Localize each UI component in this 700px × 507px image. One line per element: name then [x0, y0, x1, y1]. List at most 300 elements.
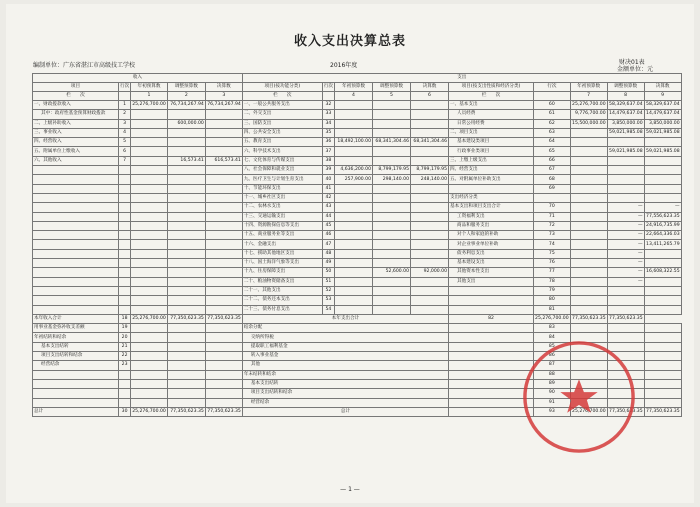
- line-number: 47: [322, 240, 334, 249]
- header-row-2: [33, 83, 682, 92]
- final-amount: [411, 193, 449, 202]
- empty-cell: [119, 305, 131, 314]
- income-item: 三、事业收入: [33, 128, 119, 137]
- empty-cell: [131, 249, 168, 258]
- empty-cell: [131, 175, 168, 184]
- final-amount: [411, 259, 449, 268]
- empty-cell: [205, 240, 242, 249]
- final-amount: 616,573.41: [205, 156, 242, 165]
- budget-amount: [570, 249, 607, 258]
- line-number: 46: [322, 231, 334, 240]
- adjusted-amount: [167, 333, 205, 342]
- adjusted-amount: [167, 147, 205, 156]
- line-number: 6: [119, 147, 131, 156]
- expense-function-item: 一、一般公共服务支出: [242, 101, 322, 110]
- adjusted-amount: [607, 156, 644, 165]
- empty-cell: [131, 203, 168, 212]
- budget-amount: [570, 231, 607, 240]
- empty-cell: [205, 221, 242, 230]
- expense-economic-item: 人员经费: [449, 110, 534, 119]
- empty-cell: [33, 203, 119, 212]
- final-amount: [205, 119, 242, 128]
- empty-cell: [205, 286, 242, 295]
- table-row: [33, 296, 682, 305]
- empty-cell: [205, 184, 242, 193]
- final-amount: [644, 184, 681, 193]
- table-row: [33, 324, 682, 333]
- line-number: 70: [534, 203, 571, 212]
- line-number: 54: [322, 305, 334, 314]
- final-amount: 92,000.00: [411, 268, 449, 277]
- empty-cell: [119, 249, 131, 258]
- empty-cell: [167, 212, 205, 221]
- adjusted-amount: [373, 147, 411, 156]
- empty-cell: [119, 184, 131, 193]
- line-number: 23: [119, 361, 131, 370]
- final-header: 决算数: [411, 83, 449, 92]
- empty-cell: [33, 268, 119, 277]
- col-number: 6: [411, 92, 449, 101]
- adjusted-amount: [373, 221, 411, 230]
- table-row: [33, 128, 682, 137]
- budget-header: 年初预算数: [335, 83, 373, 92]
- adjusted-header: 调整预算数: [607, 83, 644, 92]
- empty-cell: [205, 166, 242, 175]
- final-amount: [644, 324, 681, 333]
- expense-function-item: 十七、援助其他地区支出: [242, 249, 322, 258]
- col-label: 栏 次: [242, 92, 322, 101]
- expense-function-item: 十五、商业服务业等支出: [242, 231, 322, 240]
- final-amount: [644, 166, 681, 175]
- adjusted-amount: [607, 193, 644, 202]
- final-amount: 77,350,623.35: [205, 407, 242, 416]
- allocation-item: 提取职工福利基金: [242, 342, 448, 351]
- table-row: [33, 101, 682, 110]
- budget-amount: [131, 119, 168, 128]
- budget-amount: [335, 147, 373, 156]
- organization: 编制单位：广东省湛江市高级技工学校: [33, 62, 136, 69]
- expense-function-item: 十九、住房保障支出: [242, 268, 322, 277]
- adjusted-amount: [607, 296, 644, 305]
- col-number: 2: [167, 92, 205, 101]
- adjusted-amount: [607, 184, 644, 193]
- expense-function-item: 十一、城乡社区支出: [242, 193, 322, 202]
- budget-header: 年初预算数: [131, 83, 168, 92]
- budget-amount: 4,636,200.00: [335, 166, 373, 175]
- empty-cell: [167, 175, 205, 184]
- budget-amount: [570, 166, 607, 175]
- form-number: 财决01表: [619, 59, 645, 66]
- line-number: 62: [534, 119, 571, 128]
- adjusted-amount: [373, 156, 411, 165]
- budget-amount: 257,900.00: [335, 175, 373, 184]
- final-amount: [411, 305, 449, 314]
- line-number: 53: [322, 296, 334, 305]
- col-label: 栏 次: [33, 92, 119, 101]
- empty-cell: [131, 389, 168, 398]
- empty-cell: [205, 259, 242, 268]
- econ-item-header: 项目(按支出性质和经济分类): [449, 83, 534, 92]
- final-amount: [205, 147, 242, 156]
- empty-cell: [205, 203, 242, 212]
- final-amount: [411, 240, 449, 249]
- empty-cell: [119, 389, 131, 398]
- empty-cell: [33, 379, 119, 388]
- budget-amount: [131, 352, 168, 361]
- fiscal-year: 2016年度: [330, 62, 358, 69]
- budget-amount: [131, 147, 168, 156]
- line-number: 34: [322, 119, 334, 128]
- empty-cell: [119, 379, 131, 388]
- expense-economic-item: 基本建设支出: [449, 259, 534, 268]
- expense-economic-item: [449, 296, 534, 305]
- empty-cell: [119, 231, 131, 240]
- line-number: 87: [534, 361, 571, 370]
- expense-economic-item: 行政事业类项目: [449, 147, 534, 156]
- col-number: 7: [570, 92, 607, 101]
- expense-function-item: 九、医疗卫生与计划生育支出: [242, 175, 322, 184]
- empty-cell: [131, 286, 168, 295]
- empty-cell: [33, 305, 119, 314]
- line-number: 81: [534, 305, 571, 314]
- final-amount: [411, 221, 449, 230]
- empty-cell: [119, 175, 131, 184]
- budget-amount: [335, 286, 373, 295]
- income-header: 收入: [33, 74, 243, 83]
- line-number: 48: [322, 249, 334, 258]
- line-number: 71: [534, 212, 571, 221]
- budget-amount: [131, 342, 168, 351]
- line-number: 52: [322, 286, 334, 295]
- empty-cell: [205, 296, 242, 305]
- income-item: 六、其他收入: [33, 156, 119, 165]
- col-number: 4: [335, 92, 373, 101]
- empty-cell: [119, 193, 131, 202]
- line-number: 89: [534, 379, 571, 388]
- final-amount: 248,140.00: [411, 175, 449, 184]
- table-row: [33, 156, 682, 165]
- adjusted-amount: [373, 184, 411, 193]
- income-item: 二、上级补助收入: [33, 119, 119, 128]
- allocation-item: 结余分配: [242, 324, 448, 333]
- budget-amount: [131, 324, 168, 333]
- adjusted-amount: [373, 110, 411, 119]
- expense-economic-item: 其他资本性支出: [449, 268, 534, 277]
- adjusted-amount: [607, 286, 644, 295]
- empty-cell: [205, 193, 242, 202]
- spacer: [449, 324, 534, 333]
- line-number: 83: [534, 324, 571, 333]
- budget-amount: [131, 128, 168, 137]
- empty-cell: [167, 221, 205, 230]
- final-amount: [644, 193, 681, 202]
- table-row: [33, 203, 682, 212]
- table-row: [33, 193, 682, 202]
- expense-function-item: 十三、交通运输支出: [242, 212, 322, 221]
- adjusted-amount: [167, 128, 205, 137]
- final-amount: 14,479,637.04: [644, 110, 681, 119]
- final-amount: 76,734,267.94: [205, 101, 242, 110]
- empty-cell: [33, 212, 119, 221]
- adjusted-amount: [607, 324, 644, 333]
- final-amount: [644, 277, 681, 286]
- budget-amount: 9,776,700.00: [570, 110, 607, 119]
- budget-amount: [570, 305, 607, 314]
- adjusted-amount: [167, 138, 205, 147]
- line-number: 86: [534, 352, 571, 361]
- final-amount: [644, 352, 681, 361]
- line-number: 22: [119, 352, 131, 361]
- line-number: 66: [534, 156, 571, 165]
- expense-economic-item: 对企业事业单位补助: [449, 240, 534, 249]
- empty-cell: [131, 277, 168, 286]
- budget-amount: [131, 333, 168, 342]
- final-amount: 77,350,623.35: [205, 314, 242, 323]
- empty-cell: [119, 370, 131, 379]
- final-amount: [644, 249, 681, 258]
- adjusted-amount: —: [607, 221, 644, 230]
- adjusted-amount: 14,479,637.04: [607, 110, 644, 119]
- adjusted-amount: [373, 259, 411, 268]
- table-row: [33, 277, 682, 286]
- empty-cell: [131, 231, 168, 240]
- empty-cell: [167, 398, 205, 407]
- empty-cell: [167, 166, 205, 175]
- adjusted-amount: 3,850,000.00: [607, 119, 644, 128]
- expense-economic-item: 支出经济分类: [449, 193, 534, 202]
- empty-cell: [131, 184, 168, 193]
- balance-item: 年初结转和结余: [33, 333, 119, 342]
- empty-cell: [167, 370, 205, 379]
- budget-amount: [335, 240, 373, 249]
- final-amount: [205, 361, 242, 370]
- final-amount: —: [644, 203, 681, 212]
- final-amount: [644, 361, 681, 370]
- adjusted-amount: [373, 296, 411, 305]
- budget-amount: [570, 268, 607, 277]
- adjusted-amount: 77,350,623.35: [167, 314, 205, 323]
- adjusted-amount: [167, 110, 205, 119]
- empty-cell: [33, 175, 119, 184]
- budget-amount: [335, 212, 373, 221]
- final-amount: [411, 296, 449, 305]
- empty-cell: [33, 231, 119, 240]
- expense-economic-item: 二、项目支出: [449, 128, 534, 137]
- budget-amount: 25,276,700.00: [570, 407, 607, 416]
- expense-function-item: 十二、农林水支出: [242, 203, 322, 212]
- empty-cell: [167, 277, 205, 286]
- empty-cell: [167, 305, 205, 314]
- empty-cell: [33, 166, 119, 175]
- budget-amount: [570, 221, 607, 230]
- empty-cell: [205, 212, 242, 221]
- income-item: 四、经营收入: [33, 138, 119, 147]
- line-number: 78: [534, 277, 571, 286]
- empty-cell: [119, 212, 131, 221]
- expense-function-item: 十八、国土海洋气象等支出: [242, 259, 322, 268]
- adjusted-amount: 298,140.00: [373, 175, 411, 184]
- expense-function-item: 三、国防支出: [242, 119, 322, 128]
- empty-cell: [167, 268, 205, 277]
- budget-amount: [335, 119, 373, 128]
- line-number: 65: [534, 147, 571, 156]
- line-number: 72: [534, 221, 571, 230]
- line-number: 41: [322, 184, 334, 193]
- empty-cell: [205, 277, 242, 286]
- empty-cell: [205, 370, 242, 379]
- adjusted-amount: 16,573.41: [167, 156, 205, 165]
- adjusted-amount: [373, 231, 411, 240]
- line-number: 45: [322, 221, 334, 230]
- line-number: 39: [322, 166, 334, 175]
- empty-cell: [33, 296, 119, 305]
- line-number: 67: [534, 166, 571, 175]
- empty-cell: [167, 184, 205, 193]
- budget-amount: [335, 259, 373, 268]
- line-number: 49: [322, 259, 334, 268]
- expense-economic-item: 基本支出和项目支出合计: [449, 203, 534, 212]
- adjusted-amount: —: [607, 203, 644, 212]
- expense-economic-item: [449, 305, 534, 314]
- balance-item: 项目支出结转和结余: [33, 352, 119, 361]
- adjusted-amount: [607, 305, 644, 314]
- expense-function-item: 五、教育支出: [242, 138, 322, 147]
- empty-cell: [33, 398, 119, 407]
- line-number: 43: [322, 203, 334, 212]
- adjusted-amount: —: [607, 231, 644, 240]
- budget-amount: [335, 231, 373, 240]
- income-item: 其中：政府性基金预算财政拨款: [33, 110, 119, 119]
- final-amount: [411, 203, 449, 212]
- empty-cell: [119, 259, 131, 268]
- budget-amount: [570, 175, 607, 184]
- adjusted-amount: [373, 305, 411, 314]
- empty-cell: [131, 193, 168, 202]
- budget-amount: 18,492,100.00: [335, 138, 373, 147]
- line-number: 51: [322, 277, 334, 286]
- income-item: 五、附属单位上缴收入: [33, 147, 119, 156]
- final-amount: 77,350,623.35: [607, 314, 644, 323]
- expense-function-item: 六、科学技术支出: [242, 147, 322, 156]
- adjusted-amount: [373, 212, 411, 221]
- final-amount: [411, 277, 449, 286]
- adjusted-amount: [167, 342, 205, 351]
- budget-amount: [335, 221, 373, 230]
- expense-function-item: 二十一、其他支出: [242, 286, 322, 295]
- final-amount: [644, 342, 681, 351]
- adjusted-header: 调整预算数: [373, 83, 411, 92]
- expense-economic-item: 工资福利支出: [449, 212, 534, 221]
- budget-amount: [570, 286, 607, 295]
- income-item: 一、财政拨款收入: [33, 101, 119, 110]
- empty-cell: [167, 203, 205, 212]
- empty-cell: [131, 398, 168, 407]
- budget-amount: 25,276,700.00: [131, 101, 168, 110]
- adjusted-amount: [607, 166, 644, 175]
- line-number: 79: [534, 286, 571, 295]
- line-number: 7: [119, 156, 131, 165]
- final-amount: 58,329,637.04: [644, 101, 681, 110]
- final-amount: 8,799,179.95: [411, 166, 449, 175]
- budget-amount: 15,500,000.00: [570, 119, 607, 128]
- adjusted-amount: 59,021,985.08: [607, 147, 644, 156]
- col-number: 1: [131, 92, 168, 101]
- budget-amount: [131, 361, 168, 370]
- balance-item: 经营结余: [33, 361, 119, 370]
- budget-amount: 25,276,700.00: [570, 101, 607, 110]
- line-number: 4: [119, 128, 131, 137]
- empty-cell: [205, 379, 242, 388]
- final-amount: 68,341,304.46: [411, 138, 449, 147]
- expense-economic-item: [449, 184, 534, 193]
- line-number: 80: [534, 296, 571, 305]
- final-amount: [411, 286, 449, 295]
- adjusted-amount: 76,734,267.94: [167, 101, 205, 110]
- table-row: [33, 231, 682, 240]
- table-row: [33, 305, 682, 314]
- empty-cell: [131, 259, 168, 268]
- adjusted-amount: 52,600.00: [373, 268, 411, 277]
- final-amount: [205, 333, 242, 342]
- final-amount: [644, 156, 681, 165]
- adjusted-amount: [373, 101, 411, 110]
- expense-economic-item: 其他支出: [449, 277, 534, 286]
- expense-economic-item: 基本建设类项目: [449, 138, 534, 147]
- final-amount: 24,916,735.99: [644, 221, 681, 230]
- func-item-header: 项目(按功能分类): [242, 83, 322, 92]
- empty-cell: [33, 370, 119, 379]
- line-number: 33: [322, 110, 334, 119]
- empty-cell: [131, 268, 168, 277]
- expense-economic-item: 五、对附属单位补助支出: [449, 175, 534, 184]
- empty-cell: [119, 166, 131, 175]
- final-amount: [644, 259, 681, 268]
- table-row: [33, 212, 682, 221]
- header-row-3: [33, 92, 682, 101]
- empty-cell: [131, 221, 168, 230]
- table-row: [33, 147, 682, 156]
- budget-amount: [570, 203, 607, 212]
- line-number: 30: [119, 407, 131, 416]
- budget-amount: [131, 110, 168, 119]
- line-number: 35: [322, 128, 334, 137]
- empty-cell: [205, 231, 242, 240]
- header-row-1: [33, 74, 682, 83]
- empty-cell: [33, 286, 119, 295]
- empty-cell: [205, 389, 242, 398]
- empty-cell: [167, 193, 205, 202]
- empty-cell: [119, 203, 131, 212]
- line-number: 85: [534, 342, 571, 351]
- final-amount: 77,556,623.35: [644, 212, 681, 221]
- budget-amount: [570, 324, 607, 333]
- empty-cell: [33, 249, 119, 258]
- col-number: 8: [607, 92, 644, 101]
- adjusted-amount: —: [607, 277, 644, 286]
- line-number: 32: [322, 101, 334, 110]
- empty-cell: [33, 221, 119, 230]
- expense-header: 支出: [242, 74, 681, 83]
- adjusted-amount: 600,000.00: [167, 119, 205, 128]
- expense-function-item: 二十、粮油物资储备支出: [242, 277, 322, 286]
- final-amount: [205, 138, 242, 147]
- budget-amount: [335, 156, 373, 165]
- official-seal: [520, 338, 638, 456]
- final-amount: 77,350,623.35: [644, 407, 681, 416]
- adjusted-amount: [167, 352, 205, 361]
- budget-amount: [570, 184, 607, 193]
- expense-function-item: 八、社会保障和就业支出: [242, 166, 322, 175]
